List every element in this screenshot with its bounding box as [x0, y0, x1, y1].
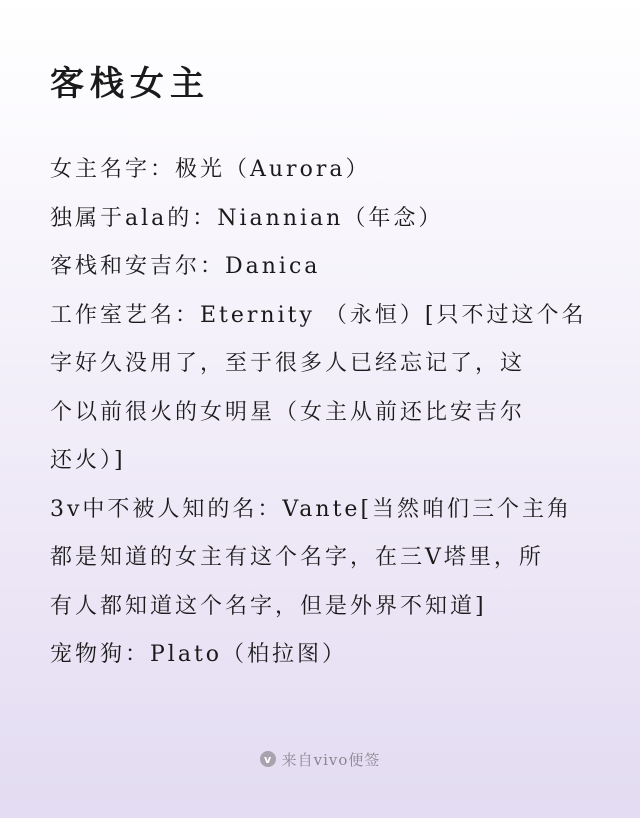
vivo-logo-icon: v	[260, 751, 276, 767]
note-line: 独属于ala的：Niannian（年念）	[50, 205, 444, 231]
note-line: 女主名字：极光（Aurora）	[50, 157, 371, 182]
note-line: 还火）]	[50, 448, 126, 473]
note-line: 有人都知道这个名字，但是外界不知道]	[50, 593, 487, 619]
note-title: 客栈女主	[50, 64, 210, 104]
note-line: 个以前很火的女明星（女主从前还比安吉尔	[50, 399, 526, 425]
note-line: 工作室艺名：Eternity （永恒）[只不过这个名	[50, 302, 587, 328]
note-footer	[0, 748, 640, 770]
note-line: 3v中不被人知的名：Vante[当然咱们三个主角	[50, 496, 573, 522]
note-line: 宠物狗：Plato（柏拉图）	[50, 642, 348, 667]
note-line: 都是知道的女主有这个名字，在三V塔里，所	[50, 545, 544, 570]
footer-text: 来自vivo便签	[281, 750, 381, 769]
note-line: 客栈和安吉尔：Danica	[50, 254, 321, 279]
note-line: 字好久没用了，至于很多人已经忘记了，这	[50, 351, 526, 376]
note-body	[50, 150, 585, 684]
